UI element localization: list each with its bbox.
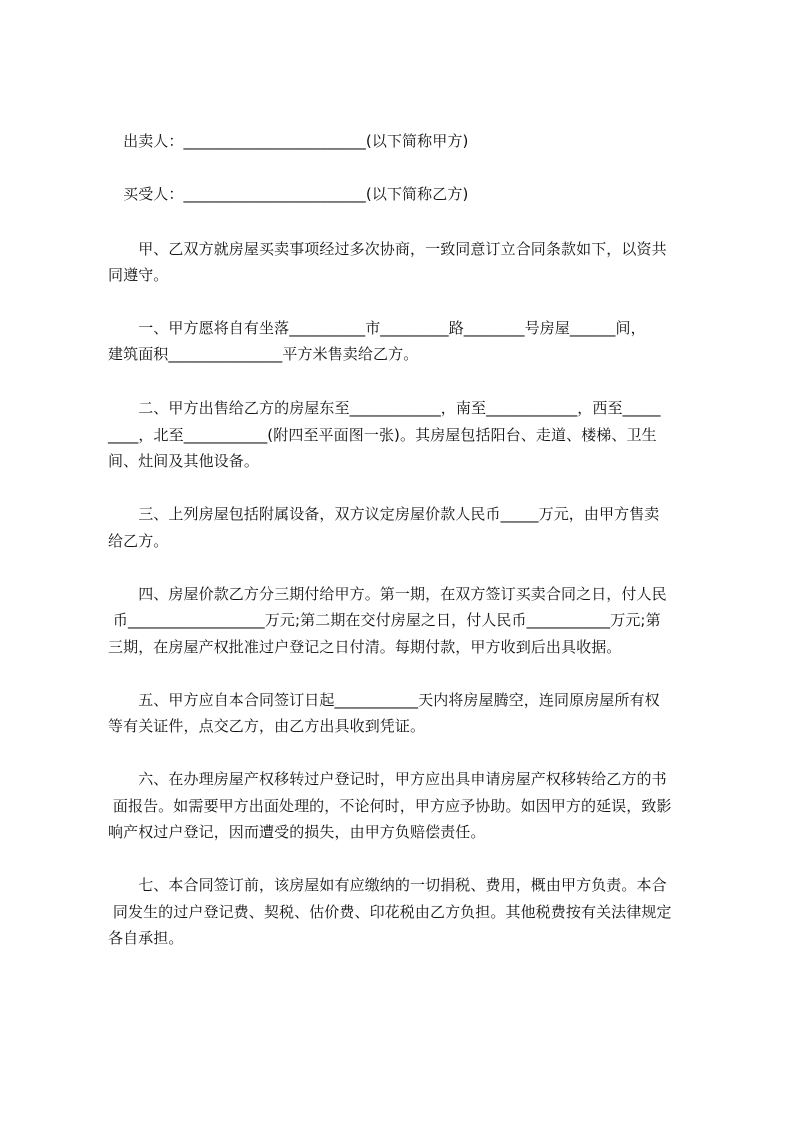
paragraph-line: 同发生的过户登记费、契税、估价费、印花税由乙方负担。其他税费按有关法律规定 [108,903,672,921]
paragraph-line: 四、房屋价款乙方分三期付给甲方。第一期，在双方签订买卖合同之日，付人民 [108,585,667,603]
paragraph-line: 响产权过户登记，因而遭受的损失，由甲方负赔偿责任。 [108,823,486,841]
seller-line: 出卖人：________________________(以下简称甲方) [108,132,469,150]
buyer-line: 买受人：________________________(以下简称乙方) [108,185,469,203]
paragraph-line: 六、在办理房屋产权移转过户登记时，甲方应出具申请房屋产权移转给乙方的书 [108,770,667,788]
paragraph-line: 间、灶间及其他设备。 [108,452,260,470]
paragraph-line: ____，北至___________(附四至平面图一张)。其房屋包括阳台、走道、楼梯、卫生 [108,426,657,444]
paragraph-line: 等有关证件，点交乙方，由乙方出具收到凭证。 [108,717,426,735]
paragraph-line: 建筑面积_______________平方米售卖给乙方。 [108,345,419,363]
paragraph-line: 甲、乙双方就房屋买卖事项经过多次协商，一致同意订立合同条款如下，以资共 [108,240,667,258]
paragraph-line: 各自承担。 [108,929,184,947]
paragraph-line: 五、甲方应自本合同签订日起___________天内将房屋腾空，连同原房屋所有权 [108,691,660,709]
paragraph-line: 二、甲方出售给乙方的房屋东至____________，南至____________，西至_____ [108,399,661,417]
paragraph-line: 七、本合同签订前，该房屋如有应缴纳的一切捐税、费用，概由甲方负责。本合 [108,876,667,894]
paragraph-line: 三、上列房屋包括附属设备，双方议定房屋价款人民币_____万元，由甲方售卖 [108,505,660,523]
paragraph-line: 一、甲方愿将自有坐落__________市_________路________号房屋______间， [108,319,646,337]
paragraph-line: 同遵守。 [108,266,169,284]
paragraph-line: 三期，在房屋产权批准过户登记之日付清。每期付款，甲方收到后出具收据。 [108,638,622,656]
paragraph-line: 给乙方。 [108,532,169,550]
paragraph-line: 面报告。如需要甲方出面处理的，不论何时，甲方应予协助。如因甲方的延误，致影 [108,797,672,815]
paragraph-line: 币__________________万元;第二期在交付房屋之日，付人民币___________万元;第 [108,611,661,629]
